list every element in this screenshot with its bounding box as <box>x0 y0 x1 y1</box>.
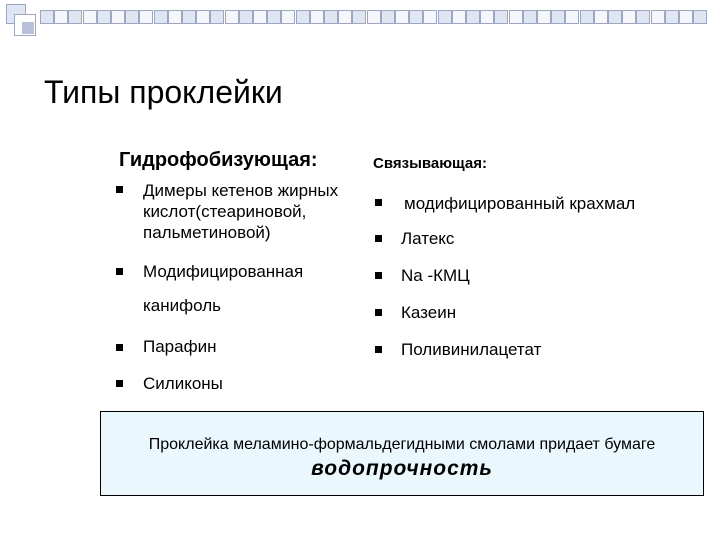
band-cell <box>480 10 494 24</box>
band-cell <box>580 10 594 24</box>
bullet-icon <box>116 344 123 351</box>
page-title: Типы проклейки <box>44 74 283 110</box>
note-text: Проклейка меламино-формальдегидными смолами придает бумаге <box>148 436 656 453</box>
right-column-heading: Связывающая: <box>373 155 487 172</box>
band-cell <box>693 10 707 24</box>
band-cell <box>409 10 423 24</box>
band-cell <box>523 10 537 24</box>
list-item: Силиконы <box>143 374 223 393</box>
band-cell <box>267 10 281 24</box>
bullet-icon <box>375 309 382 316</box>
bullet-icon <box>375 346 382 353</box>
bullet-icon <box>116 380 123 387</box>
band-cell <box>636 10 650 24</box>
list-item <box>143 180 338 243</box>
band-cell <box>381 10 395 24</box>
band-cell <box>338 10 352 24</box>
band-cell <box>423 10 437 24</box>
band-cell <box>367 10 381 24</box>
band-cell <box>665 10 679 24</box>
band-cell <box>97 10 111 24</box>
note-box <box>100 411 704 496</box>
band-cell <box>40 10 54 24</box>
checkered-band <box>40 10 720 24</box>
list-item-line: Димеры кетенов жирных <box>143 181 339 200</box>
band-cell <box>225 10 239 24</box>
band-cell <box>154 10 168 24</box>
band-cell <box>125 10 139 24</box>
list-item: Латекс <box>401 229 455 248</box>
list-item-line: канифоль <box>143 296 221 315</box>
band-cell <box>54 10 68 24</box>
band-cell <box>608 10 622 24</box>
bullet-icon <box>116 186 123 193</box>
band-cell <box>466 10 480 24</box>
band-cell <box>551 10 565 24</box>
list-item-line: Модифицированная <box>143 262 304 281</box>
band-cell <box>168 10 182 24</box>
band-cell <box>139 10 153 24</box>
bullet-icon <box>375 272 382 279</box>
band-cell <box>509 10 523 24</box>
band-cell <box>594 10 608 24</box>
band-cell <box>395 10 409 24</box>
bullet-icon <box>375 235 382 242</box>
left-column-heading: Гидрофобизующая: <box>119 149 318 171</box>
band-cell <box>565 10 579 24</box>
note-emphasis: водопрочность <box>311 457 493 480</box>
band-cell <box>111 10 125 24</box>
band-cell <box>253 10 267 24</box>
band-cell <box>210 10 224 24</box>
decorative-header <box>0 0 720 44</box>
band-cell <box>324 10 338 24</box>
list-item-line: кислот(стеариновой, <box>143 202 307 221</box>
band-cell <box>182 10 196 24</box>
list-item: Казеин <box>401 303 457 322</box>
corner-square-icon <box>22 22 34 34</box>
list-item: Поливинилацетат <box>401 340 542 359</box>
bullet-icon <box>375 199 382 206</box>
band-cell <box>281 10 295 24</box>
band-cell <box>239 10 253 24</box>
band-cell <box>83 10 97 24</box>
band-cell <box>352 10 366 24</box>
band-cell <box>196 10 210 24</box>
list-item-line: пальметиновой) <box>143 223 271 242</box>
band-cell <box>310 10 324 24</box>
band-cell <box>622 10 636 24</box>
band-cell <box>452 10 466 24</box>
list-item: Парафин <box>143 337 217 356</box>
list-item: модифицированный крахмал <box>404 194 636 213</box>
band-cell <box>494 10 508 24</box>
band-cell <box>438 10 452 24</box>
band-cell <box>68 10 82 24</box>
list-item <box>143 261 303 316</box>
list-item: Na -КМЦ <box>401 266 470 285</box>
band-cell <box>679 10 693 24</box>
band-cell <box>296 10 310 24</box>
band-cell <box>651 10 665 24</box>
band-cell <box>537 10 551 24</box>
bullet-icon <box>116 268 123 275</box>
